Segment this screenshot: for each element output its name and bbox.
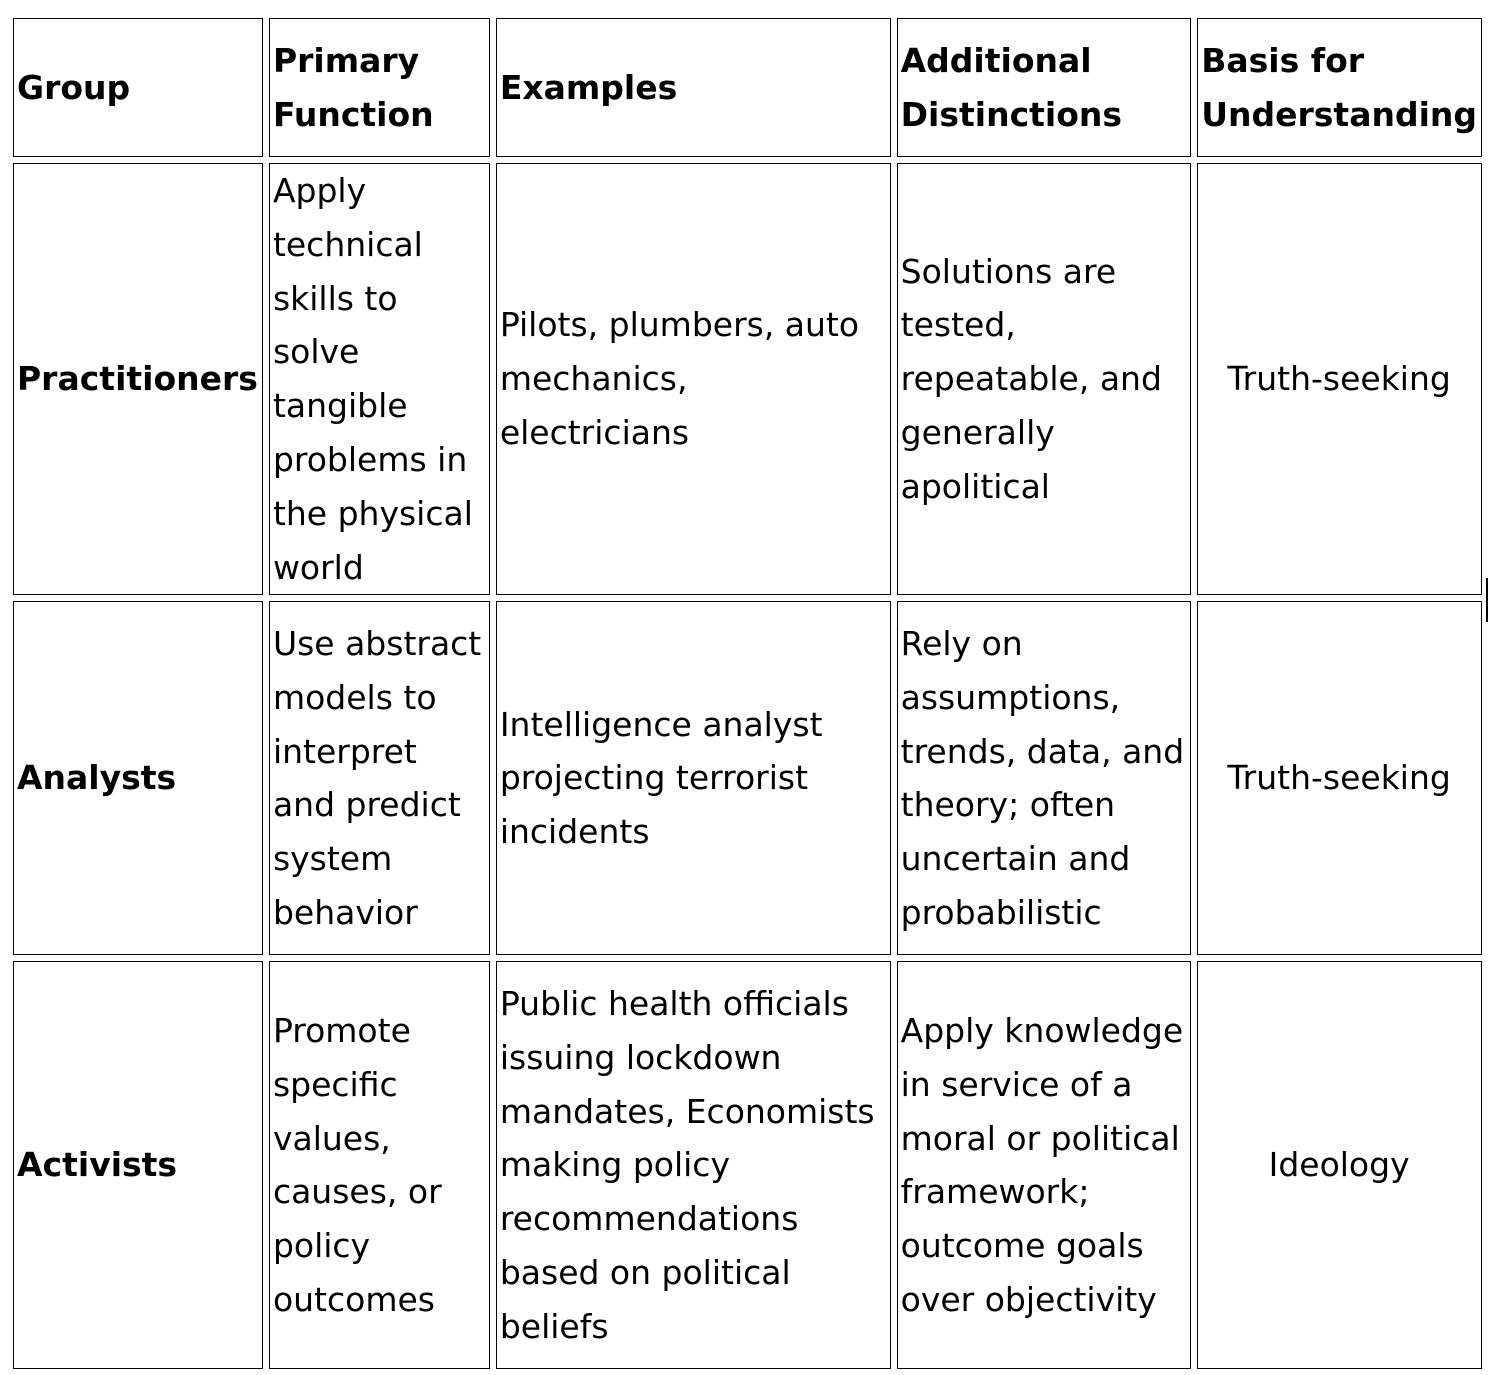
comparison-table — [7, 12, 1488, 1375]
header-additional-distinctions: Additional Distinctions — [897, 18, 1192, 157]
additional-distinctions-cell: Apply knowledge in service of a moral or political framework; outcome goals over objectivity — [897, 961, 1192, 1369]
basis-cell: Truth-seeking — [1197, 601, 1482, 955]
group-cell: Activists — [13, 961, 263, 1369]
examples-cell: Intelligence analyst projecting terrorist incidents — [496, 601, 891, 955]
group-cell: Analysts — [13, 601, 263, 955]
group-cell: Practitioners — [13, 163, 263, 595]
table-row — [13, 961, 1482, 1369]
header-primary-function: Primary Function — [269, 18, 490, 157]
header-examples: Examples — [496, 18, 891, 157]
table-row — [13, 601, 1482, 955]
basis-cell: Truth-seeking — [1197, 163, 1482, 595]
header-basis-for-understanding: Basis for Understanding — [1197, 18, 1482, 157]
examples-cell: Pilots, plumbers, auto mechanics, electricians — [496, 163, 891, 595]
primary-function-cell: Apply technical skills to solve tangible problems in the physical world — [269, 163, 490, 595]
table-row — [13, 163, 1482, 595]
examples-cell: Public health officials issuing lockdown mandates, Economists making policy recommendations based on political beliefs — [496, 961, 891, 1369]
additional-distinctions-cell: Rely on assumptions, trends, data, and theory; often uncertain and probabilistic — [897, 601, 1192, 955]
basis-cell: Ideology — [1197, 961, 1482, 1369]
additional-distinctions-cell: Solutions are tested, repeatable, and generally apolitical — [897, 163, 1192, 595]
header-row — [13, 18, 1482, 157]
primary-function-cell: Promote specific values, causes, or policy outcomes — [269, 961, 490, 1369]
header-group: Group — [13, 18, 263, 157]
primary-function-cell: Use abstract models to interpret and predict system behavior — [269, 601, 490, 955]
